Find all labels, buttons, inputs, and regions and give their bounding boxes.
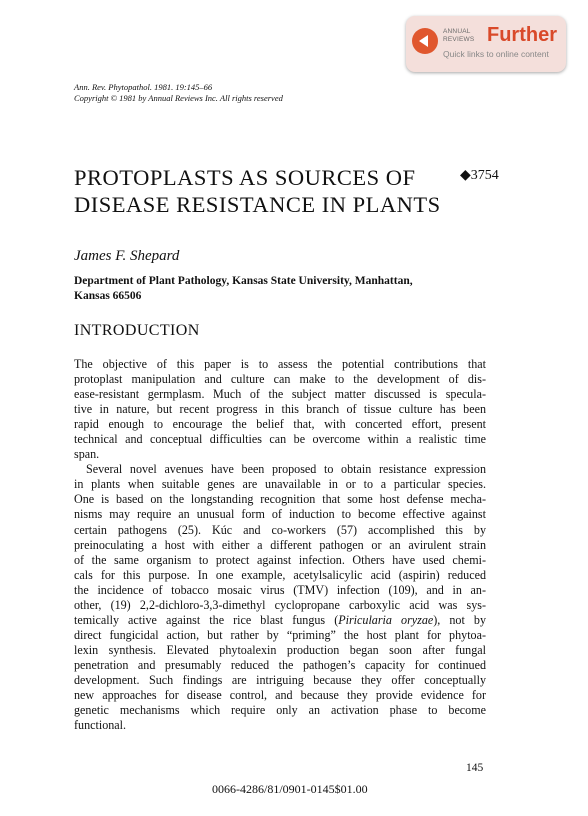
body-line: in plants when suitable genes are unavailable in or to a particular species. [74, 477, 486, 492]
footer-code: 0066-4286/81/0901-0145$01.00 [212, 782, 368, 796]
article-code: ◆3754 [460, 168, 499, 183]
body-line: temically active against the rice blast fungus (Piricularia oryzae), not by [74, 612, 486, 627]
body-line: development. Such findings are intriguing because they offer conceptually [74, 672, 486, 687]
body-line: protoplast manipulation and culture can make to the development of dis- [74, 372, 486, 387]
body-line: direct fungicidal action, but rather by “priming” the host plant for phytoa- [74, 627, 486, 642]
body-line: other, (19) 2,2-dichloro-3,3-dimethyl cyclopropane carboxylic acid was sys- [74, 597, 486, 612]
body-line: cals for this purpose. In one example, acetylsalicylic acid (aspirin) reduced [74, 567, 486, 582]
annual-reviews-logo-text: ANNUAL REVIEWS [443, 28, 475, 43]
body-line: lexin synthesis. Elevated phytoalexin production began soon after fungal [74, 642, 486, 657]
body-line: span. [74, 447, 100, 462]
page-number: 145 [466, 762, 484, 774]
article-title: PROTOPLASTS AS SOURCES OF DISEASE RESISTANCE IN PLANTS [74, 165, 441, 217]
journal-citation [74, 82, 283, 103]
body-line: genetic mechanisms which require only an activation phase to become [74, 703, 486, 718]
body-line: One is based on the longstanding recognition that some host defense mecha- [74, 492, 486, 507]
body-line: tive in nature, but recent progress in this branch of tissue culture has been [74, 402, 486, 417]
body-line: new approaches for disease control, and because they provide evidence for [74, 688, 486, 703]
author-affiliation: Department of Plant Pathology, Kansas State University, Manhattan, Kansas 66506 [74, 275, 413, 302]
badge-subtitle: Quick links to online content [443, 49, 549, 59]
body-line: the incidence of tobacco mosaic virus (TMV) infection (109), and in an- [74, 582, 486, 597]
species-name: Piricularia oryzae [338, 612, 434, 627]
body-text [74, 357, 486, 733]
body-line: rapid enough to encourage the belief that, with concerted effort, present [74, 417, 486, 432]
body-line: preinoculating a host with either a different pathogen or an avirulent strain [74, 537, 486, 552]
body-line: of the same organism to protect against infection. Others have used chemi- [74, 552, 486, 567]
body-line: certain pathogens (25). Kúc and co-workers (57) accomplished this by [74, 522, 486, 537]
citation-line-1: Ann. Rev. Phytopathol. 1981. 19:145–66 [74, 82, 213, 92]
section-heading: INTRODUCTION [74, 322, 200, 339]
further-links-badge[interactable] [406, 16, 566, 72]
body-line: functional. [74, 718, 127, 733]
body-line: The objective of this paper is to assess the potential contributions that [74, 357, 486, 371]
body-line: technical and conceptual difficulties can be overcome within a realistic time [74, 432, 486, 447]
body-line: ease-resistant germplasm. Much of the subject matter discussed is specula- [74, 387, 486, 402]
body-line: Several novel avenues have been proposed to obtain resistance expression [86, 462, 486, 477]
body-line: nisms may require an unusual form of induction to become effective against [74, 507, 486, 522]
author-name: James F. Shepard [74, 248, 180, 264]
badge-title: Further [487, 24, 557, 46]
citation-line-2: Copyright © 1981 by Annual Reviews Inc. All rights reserved [74, 92, 283, 103]
back-arrow-icon[interactable] [412, 28, 438, 54]
body-line: penetration and presumably reduced the pathogen’s capacity for continued [74, 657, 486, 672]
